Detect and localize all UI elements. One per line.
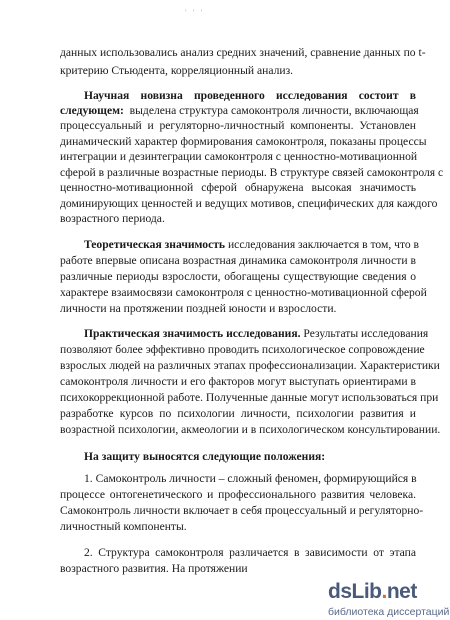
text-line: ценностно-мотивационной сферой обнаружена высокая значимость (60, 181, 416, 194)
text-line: динамический характер формирования самоконтроля, показаны процессы (60, 135, 427, 148)
text-fragment: исследования заключается в том, что в (227, 238, 420, 251)
text-line: позволяют более эффективно проводить психологическое сопровождение (60, 343, 425, 356)
text-line: личности на протяжении поздней юности и взрослости. (60, 302, 337, 315)
text-fragment: выделена структура самоконтроля личности, включающая (126, 104, 419, 117)
novelty-heading: Научная новизна проведенного исследования состоит в (84, 89, 416, 102)
text-line: самоконтроля личности и его факторов могут выступать ориентирами в (60, 375, 416, 388)
text-line: разработке курсов по психологии личности, психологии развития и (60, 407, 416, 420)
text-line: различные периоды взрослости, обогащены существующие сведения о (60, 270, 416, 283)
text-line: 2. Структура самоконтроля различается в зависимости от этапа (84, 546, 416, 559)
text-line (84, 327, 429, 341)
text-line: работе впервые описана возрастная динамика самоконтроля личности в (60, 254, 416, 267)
defense-heading: На защиту выносятся следующие положения: (84, 450, 326, 463)
text-line: возрастного развития. На протяжении (60, 562, 248, 575)
text-line: личностный компоненты. (60, 520, 187, 533)
text-line: психокоррекционной работе. Полученные данные могут использоваться при (60, 391, 439, 404)
text-line: сферой в различные возрастные периоды. В структуре связей самоконтроля с (60, 166, 444, 179)
dslib-logo: dsLib.net (328, 580, 417, 603)
text-line (60, 104, 419, 118)
text-line: данных использовались анализ средних значений, сравнение данных по t- (60, 46, 426, 59)
novelty-heading-cont: следующем: (60, 104, 124, 117)
text-line: взрослых людей на различных этапах профессионализации. Характеристики (60, 359, 440, 372)
text-line: возрастного периода. (60, 212, 165, 225)
text-line: Самоконтроль личности включает в себя процессуальный и регуляторно- (60, 504, 424, 517)
practice-heading: Практическая значимость исследования. (84, 327, 301, 340)
text-line: возрастной психологии, акмеологии и в психологическом консультировании. (60, 423, 441, 436)
theory-heading: Теоретическая значимость (84, 238, 226, 251)
text-fragment: Результаты исследования (303, 327, 429, 340)
text-line: доминирующих ценностей и ведущих мотивов, специфических для каждого (60, 197, 438, 210)
text-line: процессе онтогенетического и профессионального развития человека. (60, 488, 416, 501)
dslib-watermark[interactable] (322, 580, 450, 620)
text-line: интеграции и дезинтеграции самоконтроля с ценностно-мотивационной (60, 150, 418, 163)
page-number: ' ' ' (185, 8, 205, 18)
text-line (84, 238, 420, 252)
dslib-subtitle: библиотека диссертаций (328, 606, 450, 618)
text-line: процессуальный и регуляторно-личностный компоненты. Установлен (60, 119, 416, 132)
text-line: критерию Стьюдента, корреляционный анализ. (60, 64, 294, 77)
text-line: 1. Самоконтроль личности – сложный феномен, формирующийся в (84, 472, 417, 485)
text-line: характере взаимосвязи самоконтроля с ценностно-мотивационной сферой (60, 286, 427, 299)
